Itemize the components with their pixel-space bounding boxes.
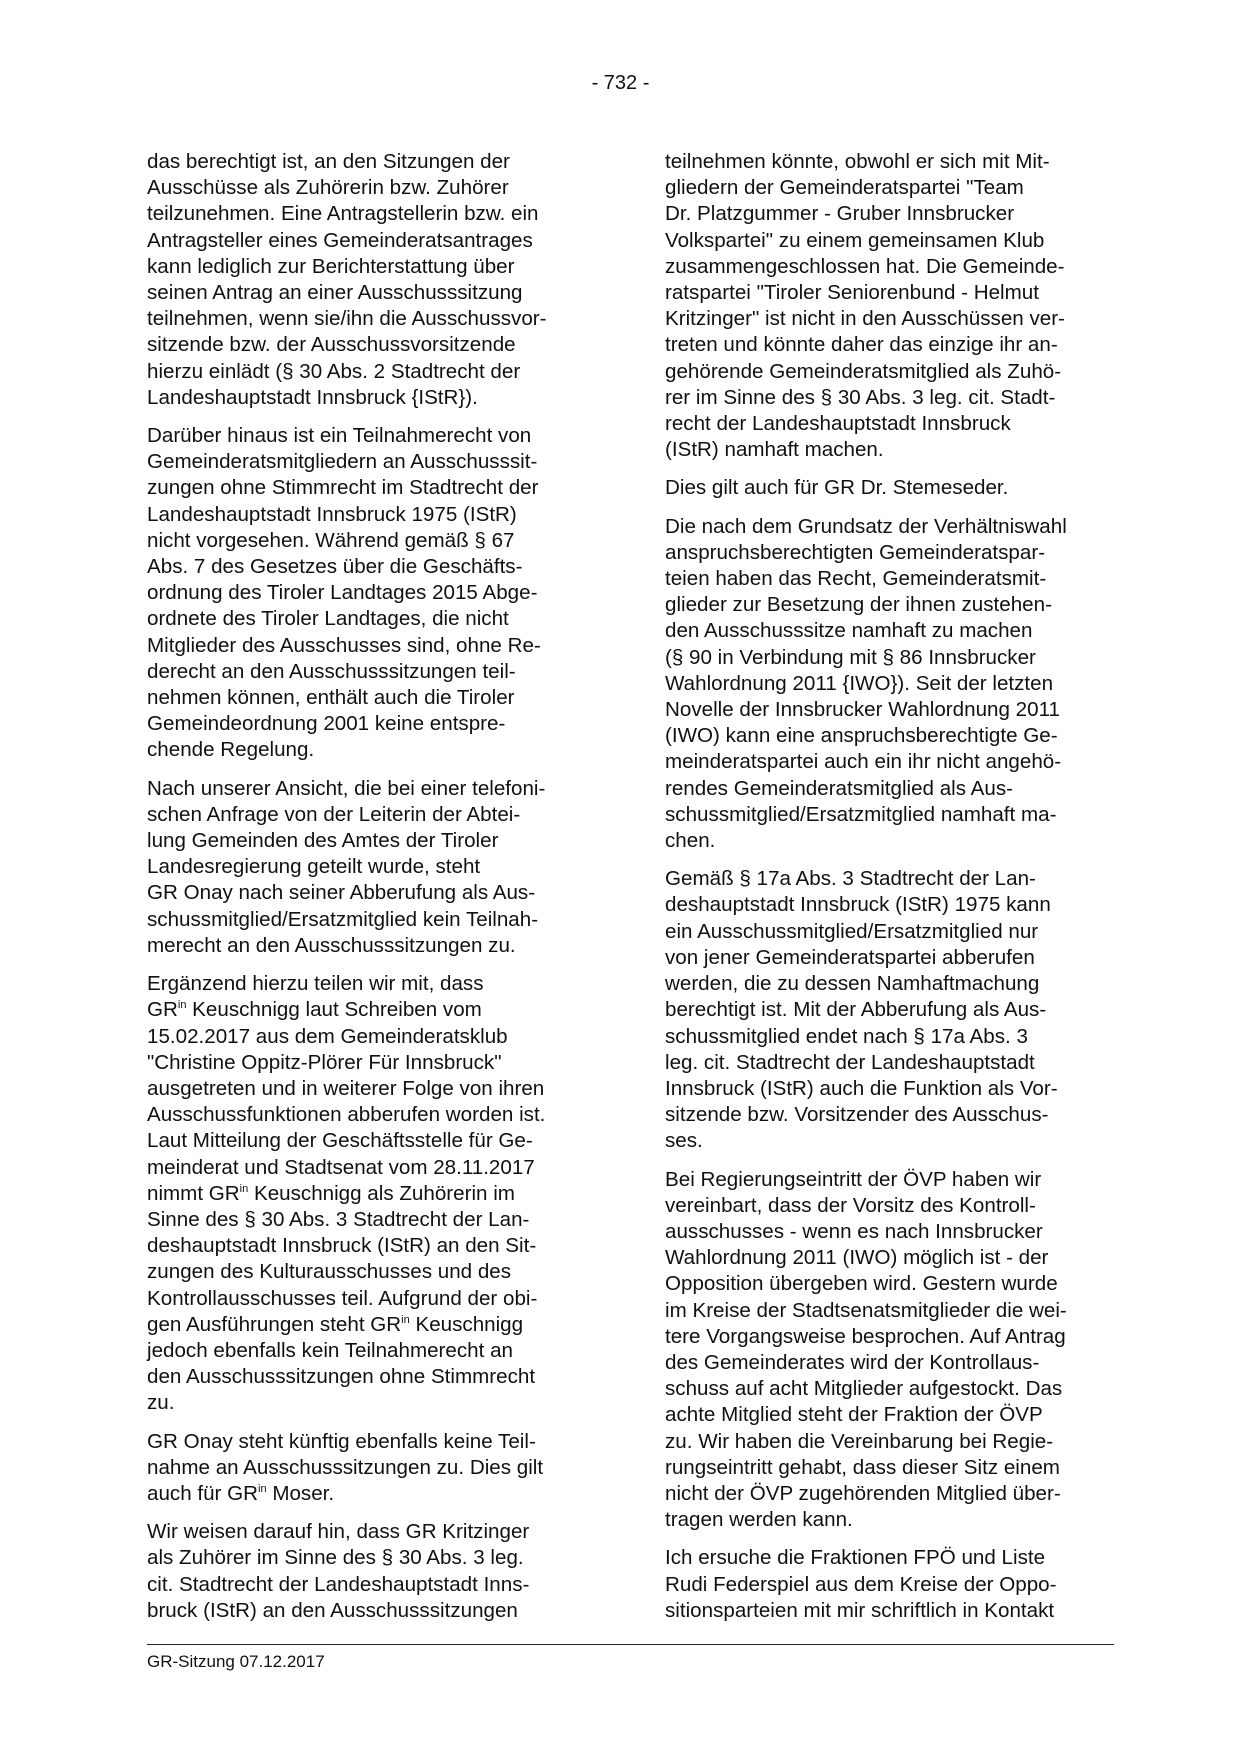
paragraph <box>147 1429 587 1508</box>
footer-divider <box>147 1644 1114 1645</box>
footer-text: GR-Sitzung 07.12.2017 <box>147 1652 325 1671</box>
paragraph: Darüber hinaus ist ein Teilnahmerecht von Gemeinderatsmitgliedern an Ausschusssit- zungen ohne Stimmrecht im Stadtrecht der Landeshauptstadt Innsbruck 1975 (IStR) nicht vorgesehen. Während gemäß § 67 Abs. 7 des Gesetzes über die Geschäfts- ordnung des Tiroler Landtages 2015 Abge- ordnete des Tiroler Landtages, die nicht Mitglieder des Ausschusses sind, ohne Re- derecht an den Ausschusssitzungen teil- nehmen können, enthält auch die Tiroler Gemeindeordnung 2001 keine entspre- chende Regelung. <box>147 424 541 762</box>
right-column <box>665 149 1105 1636</box>
paragraph: das berechtigt ist, an den Sitzungen der Ausschüsse als Zuhörerin bzw. Zuhörer teilzunehmen. Eine Antragstellerin bzw. ein Antragsteller eines Gemeinderatsantrages kann lediglich zur Berichterstattung über seinen Antrag an einer Ausschusssitzung teilnehmen, wenn sie/ihn die Ausschussvor- sitzende bzw. der Ausschussvorsitzende hierzu einlädt (§ 30 Abs. 2 Stadtrecht der Landeshauptstadt Innsbruck {IStR}). <box>147 150 547 409</box>
paragraph: Bei Regierungseintritt der ÖVP haben wir vereinbart, dass der Vorsitz des Kontroll- ausschusses - wenn es nach Innsbrucker Wahlordnung 2011 (IWO) möglich ist - der Opposition übergeben wird. Gestern wurde im Kreise der Stadtsenatsmitglieder die wei- tere Vorgangsweise besprochen. Auf Antrag des Gemeinderates wird der Kontrollaus- schuss auf acht Mitglieder aufgestockt. Das achte Mitglied steht der Fraktion der ÖVP zu. Wir haben die Vereinbarung bei Regie- rungseintritt gehabt, dass dieser Sitz einem nicht der ÖVP zugehörenden Mitglied über- tragen werden kann. <box>665 1167 1067 1532</box>
text-run: Keuschnigg laut Schreiben vom 15.02.2017 aus dem Gemeinderatsklub "Christine Oppitz-Plörer Für Innsbruck" ausgetreten und in weiterer Folge von ihren Ausschussfunktionen abberufen worden ist. Laut Mitteilung der Geschäftsstelle für Ge- meinderat und Stadtsenat vom 28.11.2017 nimmt GR <box>147 998 546 1205</box>
paragraph: Nach unserer Ansicht, die bei einer telefoni- schen Anfrage von der Leiterin der Abtei- lung Gemeinden des Amtes der Tiroler Landesregierung geteilt wurde, steht GR Onay nach seiner Abberufung als Aus- schussmitglied/Ersatzmitglied kein Teilnah- merecht an den Ausschusssitzungen zu. <box>147 776 546 957</box>
left-column <box>147 149 587 1636</box>
superscript: in <box>401 1313 410 1326</box>
text-run: GR Onay steht künftig ebenfalls keine Teil- nahme an Ausschusssitzungen zu. Dies gilt auch für GR <box>147 1429 544 1505</box>
page-number: - 732 - <box>591 72 650 94</box>
superscript: in <box>239 1182 249 1195</box>
text-run: Moser. <box>266 1481 335 1505</box>
text-run: Ergänzend hierzu teilen wir mit, dass GR <box>147 972 484 1022</box>
paragraph: Wir weisen darauf hin, dass GR Kritzinger als Zuhörer im Sinne des § 30 Abs. 3 leg. cit. Stadtrecht der Landeshauptstadt Inns- bruck (IStR) an den Ausschusssitzungen <box>147 1520 530 1622</box>
paragraph <box>147 971 587 1416</box>
paragraph: Ich ersuche die Fraktionen FPÖ und Liste Rudi Federspiel aus dem Kreise der Oppo- sitionsparteien mit mir schriftlich in Kontakt <box>665 1546 1057 1622</box>
superscript: in <box>177 999 187 1012</box>
paragraph: Die nach dem Grundsatz der Verhältniswahl anspruchsberechtigten Gemeinderatspar- teien haben das Recht, Gemeinderatsmit- glieder zur Besetzung der ihnen zustehen- den Ausschusssitze namhaft zu machen (§ 90 in Verbindung mit § 86 Innsbrucker Wahlordnung 2011 {IWO}). Seit der letzten Novelle der Innsbrucker Wahlordnung 2011 (IWO) kann eine anspruchsberechtigte Ge- meinderatspartei auch ein ihr nicht angehö- rendes Gemeinderatsmitglied als Aus- schussmitglied/Ersatzmitglied namhaft ma- chen. <box>665 514 1067 853</box>
paragraph: teilnehmen könnte, obwohl er sich mit Mit- gliedern der Gemeinderatspartei "Team Dr. Platzgummer - Gruber Innsbrucker Volkspartei" zu einem gemeinsamen Klub zusammengeschlossen hat. Die Gemeinde- ratspartei "Tiroler Seniorenbund - Helmut Kritzinger" ist nicht in den Ausschüssen ver- treten und könnte daher das einzige ihr an- gehörende Gemeinderatsmitglied als Zuhö- rer im Sinne des § 30 Abs. 3 leg. cit. Stadt- recht der Landeshauptstadt Innsbruck (IStR) namhaft machen. <box>665 150 1065 462</box>
text-run: Keuschnigg jedoch ebenfalls kein Teilnahmerecht an den Ausschusssitzungen ohne Stimmrecht zu. <box>147 1312 536 1415</box>
paragraph: Dies gilt auch für GR Dr. Stemeseder. <box>665 476 1009 500</box>
paragraph: Gemäß § 17a Abs. 3 Stadtrecht der Lan- deshauptstadt Innsbruck (IStR) 1975 kann ein Ausschussmitglied/Ersatzmitglied nur von jener Gemeinderatspartei abberufen werden, die zu dessen Namhaftmachung berechtigt ist. Mit der Abberufung als Aus- schussmitglied endet nach § 17a Abs. 3 leg. cit. Stadtrecht der Landeshauptstadt Innsbruck (IStR) auch die Funktion als Vor- sitzende bzw. Vorsitzender des Ausschus- ses. <box>665 867 1058 1153</box>
text-run: Keuschnigg als Zuhörerin im Sinne des § 30 Abs. 3 Stadtrecht der Lan- deshauptstadt Innsbruck (IStR) an den Sit- zungen des Kulturausschusses und des Kontrollausschusses teil. Aufgrund der obi- gen Ausführungen steht GR <box>147 1181 538 1336</box>
superscript: in <box>258 1483 267 1496</box>
